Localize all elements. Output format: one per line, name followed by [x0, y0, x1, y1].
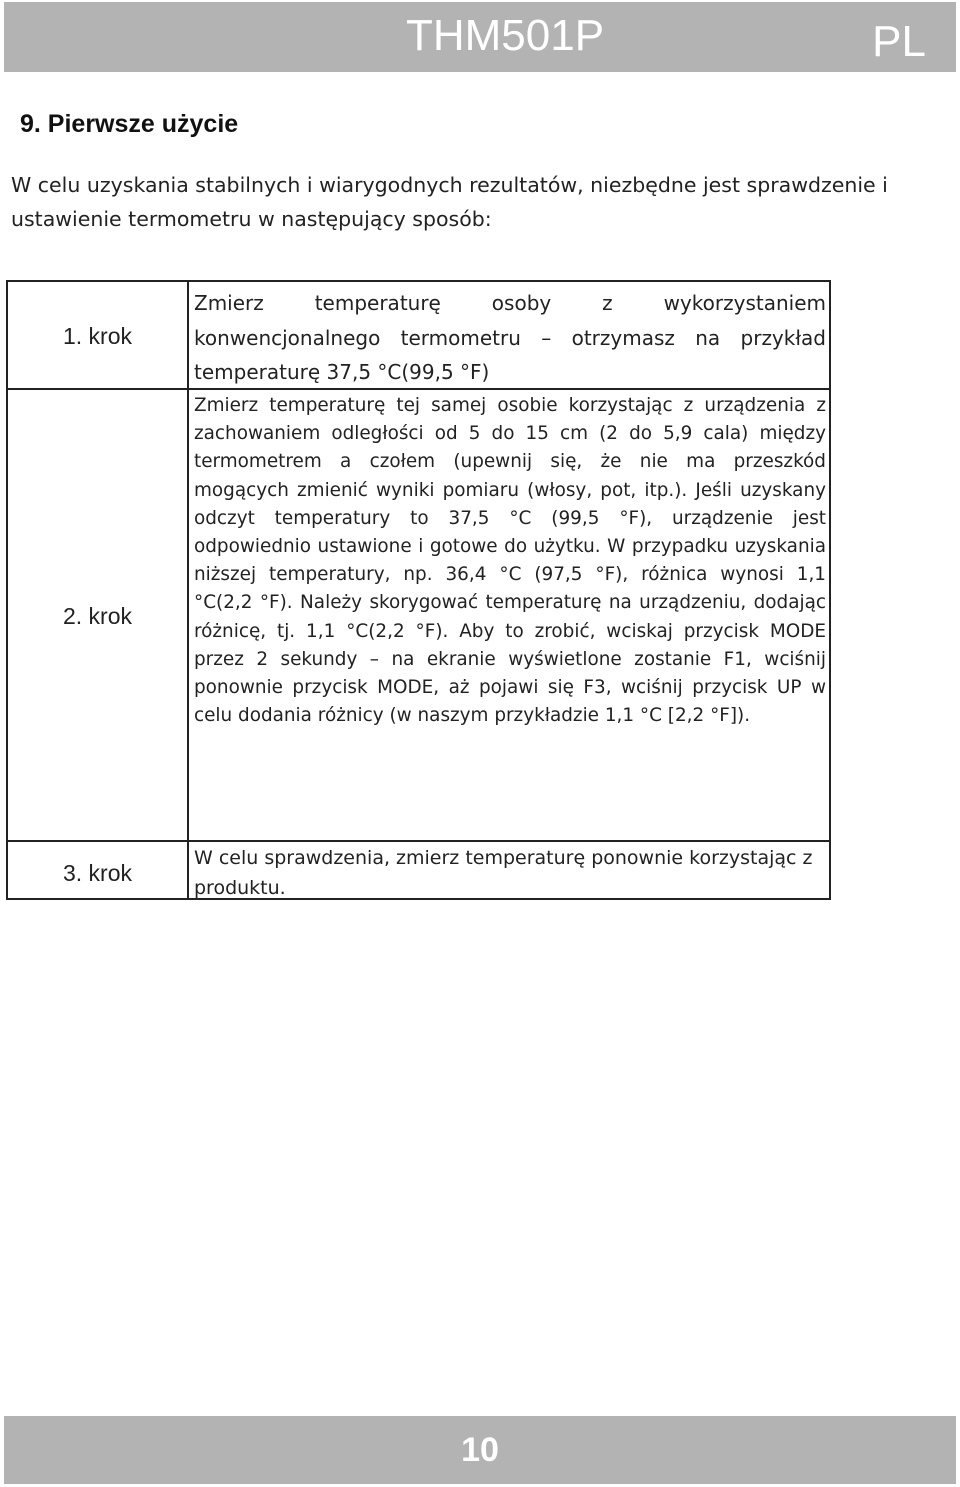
step-3-label: 3. krok	[62, 860, 133, 886]
language-code: PL	[872, 17, 926, 66]
step-3-text: W celu sprawdzenia, zmierz temperaturę ponownie korzystając z produktu.	[194, 847, 813, 899]
model-name: THM501P	[406, 11, 605, 60]
intro-paragraph: W celu uzyskania stabilnych i wiarygodnych rezultatów, niezbędne jest sprawdzenie i ustawienie termometru w następujący sposób:	[11, 173, 888, 231]
steps-table	[6, 280, 831, 900]
page-footer	[4, 1416, 956, 1484]
step-2-label: 2. krok	[62, 603, 133, 629]
step-2-text: Zmierz temperaturę tej samej osobie korzystając z urządzenia z zachowaniem odległości od 5 do 15 cm (2 do 5,9 cala) między termometrem a czołem (upewnij się, że nie ma przeszkód mogących zmienić wyniki pomiaru (włosy, pot, itp.). Jeśli uzyskany odczyt temperatury to 37,5 °C (99,5 °F), urządzenie jest odpowiednio ustawione i gotowe do użytku. W przypadku uzyskania niższej temperatury, np. 36,4 °C (97,5 °F), różnica wynosi 1,1 °C(2,2 °F). Należy skorygować temperaturę na urządzeniu, dodając różnicę, tj. 1,1 °C(2,2 °F). Aby to zrobić, wciskaj przycisk MODE przez 2 sekundy – na ekranie wyświetlone zostanie F1, wciśnij ponownie przycisk MODE, aż pojawi się F3, wciśnij przycisk UP w celu dodania różnicy (w naszym przykładzie 1,1 °C [2,2 °F]).	[194, 395, 826, 727]
page-number: 10	[461, 1431, 499, 1469]
page-header	[4, 2, 956, 72]
step-1-text: Zmierz temperaturę osoby z wykorzystaniem konwencjonalnego termometru – otrzymasz na przykład temperaturę 37,5 °C(99,5 °F)	[194, 291, 826, 384]
section-title: 9. Pierwsze użycie	[20, 110, 239, 138]
column-divider	[187, 282, 189, 898]
step-1-label: 1. krok	[62, 323, 133, 349]
row-divider	[8, 840, 829, 842]
